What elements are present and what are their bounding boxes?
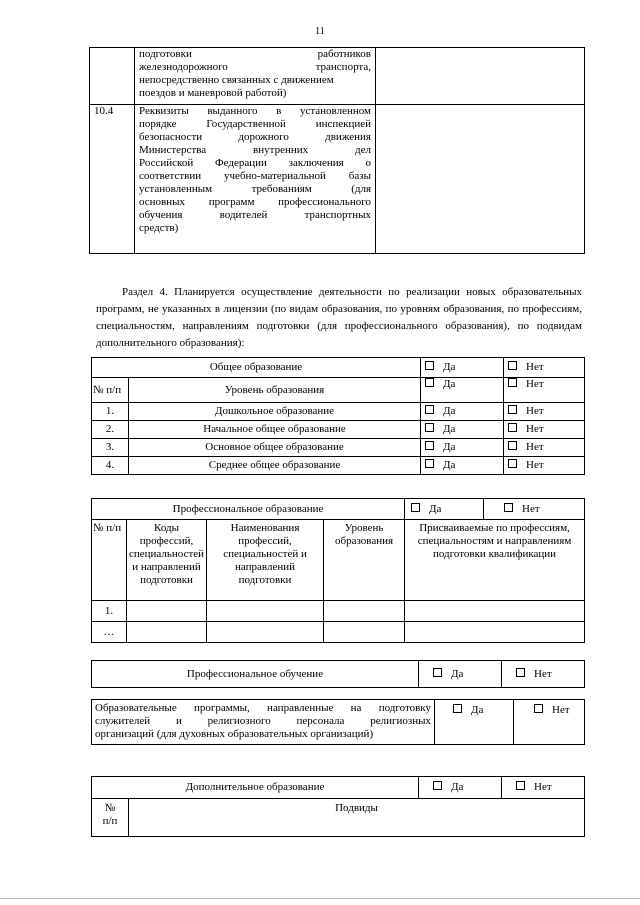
- table-row: 4. Среднее общее образование Да Нет: [92, 457, 585, 475]
- names-header: Наименования профессий, специальностей и направлений подготовки: [207, 520, 324, 601]
- yes-option[interactable]: Да: [421, 421, 504, 439]
- table-row: [92, 799, 585, 837]
- checkbox-icon[interactable]: [425, 361, 434, 370]
- additional-title: Дополнительное образование: [92, 777, 419, 799]
- qualifications-header: Присваиваемые по профессиям, специальностям и направлениям подготовки квалификации: [405, 520, 585, 601]
- yes-option[interactable]: Да: [435, 700, 514, 745]
- checkbox-icon[interactable]: [425, 441, 434, 450]
- checkbox-icon[interactable]: [425, 405, 434, 414]
- no-option[interactable]: Нет: [502, 661, 585, 688]
- level-header: Уровень образования: [129, 378, 421, 403]
- professional-title: Профессиональное образование: [92, 499, 405, 520]
- table-row: [92, 378, 585, 403]
- yes-option[interactable]: Да: [421, 457, 504, 475]
- checkbox-icon[interactable]: [508, 378, 517, 387]
- no-option[interactable]: Нет: [484, 499, 584, 519]
- row-number: 10.4: [90, 105, 135, 254]
- table-row: [92, 358, 585, 378]
- value-cell[interactable]: [376, 48, 585, 105]
- yes-option[interactable]: Да: [421, 403, 504, 421]
- table-row: [92, 661, 585, 688]
- religious-programs-table: [91, 699, 585, 745]
- no-option[interactable]: Нет: [504, 403, 585, 421]
- num-header: № п/п: [92, 378, 129, 403]
- professional-training-table: [91, 660, 585, 688]
- training-title: Профессиональное обучение: [92, 661, 419, 688]
- num-header: № п/п: [92, 799, 129, 837]
- checkbox-icon[interactable]: [508, 405, 517, 414]
- yes-option[interactable]: Да: [419, 777, 502, 799]
- table-row: 3. Основное общее образование Да Нет: [92, 439, 585, 457]
- table-row: …: [92, 622, 585, 643]
- checkbox-icon[interactable]: [516, 668, 525, 677]
- page-bottom-edge: [0, 898, 640, 899]
- table-row: 1.: [92, 601, 585, 622]
- table-row: [92, 700, 585, 745]
- checkbox-icon[interactable]: [516, 781, 525, 790]
- checkbox-icon[interactable]: [508, 423, 517, 432]
- checkbox-icon[interactable]: [508, 441, 517, 450]
- checkbox-icon[interactable]: [433, 781, 442, 790]
- no-option[interactable]: Нет: [514, 700, 585, 745]
- checkbox-icon[interactable]: [411, 503, 420, 512]
- religious-text: Образовательные программы, направленные на подготовку служителей и религиозного персонала религиозных организаций (для духовных образовательных организаций): [92, 700, 435, 745]
- checkbox-icon[interactable]: [425, 423, 434, 432]
- yes-option[interactable]: Да: [419, 661, 502, 688]
- table-row: 1. Дошкольное образование Да Нет: [92, 403, 585, 421]
- num-header: № п/п: [92, 520, 127, 601]
- table-row: [92, 499, 585, 520]
- section-4-text: Раздел 4. Планируется осуществление деятельности по реализации новых образовательных программ, не указанных в лицензии (по видам образования, по уровням образования, по профессиям, специальностям, направлениям подготовки (для профессионального образования), по подвидам дополнительного образования):: [96, 286, 582, 349]
- yes-option[interactable]: Да: [405, 499, 484, 519]
- professional-education-table: [91, 498, 585, 643]
- no-option[interactable]: Нет: [502, 777, 585, 799]
- codes-header: Коды профессий, специальностей и направлений подготовки: [127, 520, 207, 601]
- checkbox-icon[interactable]: [534, 704, 543, 713]
- table-row: [90, 105, 585, 254]
- checkbox-icon[interactable]: [433, 668, 442, 677]
- yes-option[interactable]: Да: [421, 378, 504, 403]
- table-row: [90, 48, 585, 105]
- license-details-table: [89, 47, 585, 254]
- checkbox-icon[interactable]: [425, 459, 434, 468]
- checkbox-icon[interactable]: [508, 459, 517, 468]
- no-option[interactable]: Нет: [504, 439, 585, 457]
- no-option[interactable]: Нет: [504, 457, 585, 475]
- additional-education-table: [91, 776, 585, 837]
- general-title: Общее образование: [92, 358, 421, 378]
- table-row: [92, 520, 585, 601]
- checkbox-icon[interactable]: [453, 704, 462, 713]
- yes-option[interactable]: Да: [421, 358, 504, 378]
- table-row: [92, 777, 585, 799]
- no-option[interactable]: Нет: [504, 378, 585, 403]
- table-row: 2. Начальное общее образование Да Нет: [92, 421, 585, 439]
- row-text: Реквизиты выданного в установленном порядке Государственной инспекцией безопасности дорожного движения Министерства внутренних дел Российской Федерации заключения о соответствии учебно-материальной базы установленным требованиям (для основных программ профессионального обучения водителей транспортных средств): [135, 105, 376, 254]
- value-cell[interactable]: [376, 105, 585, 254]
- level-header: Уровень образования: [324, 520, 405, 601]
- row-text-continued: подготовки работников железнодорожного транспорта, непосредственно связанных с движением поездов и маневровой работой): [135, 48, 376, 105]
- subtypes-header: Подвиды: [129, 799, 585, 837]
- checkbox-icon[interactable]: [508, 361, 517, 370]
- checkbox-icon[interactable]: [504, 503, 513, 512]
- no-option[interactable]: Нет: [504, 358, 585, 378]
- yes-option[interactable]: Да: [421, 439, 504, 457]
- page-number: 11: [315, 26, 325, 37]
- no-option[interactable]: Нет: [504, 421, 585, 439]
- checkbox-icon[interactable]: [425, 378, 434, 387]
- general-education-table: [91, 357, 585, 475]
